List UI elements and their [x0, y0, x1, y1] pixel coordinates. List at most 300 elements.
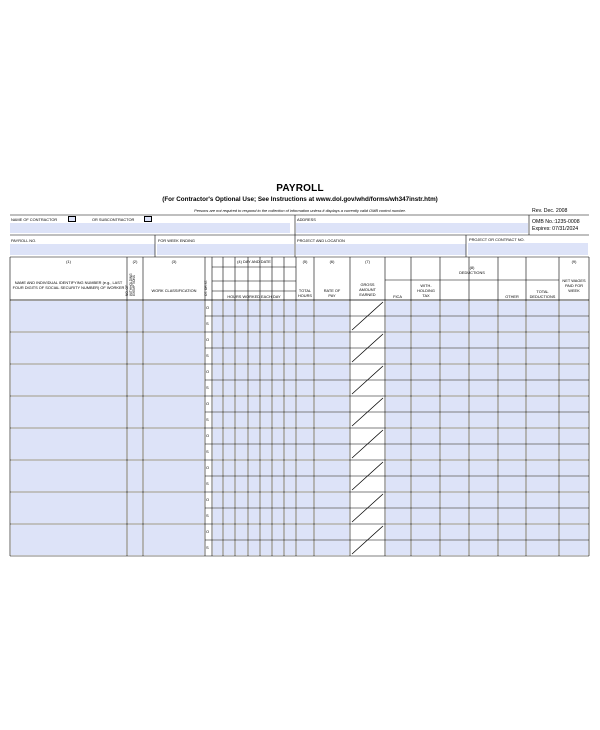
cell-field[interactable] [386, 509, 410, 524]
cell-field[interactable] [412, 493, 439, 508]
exemptions-field[interactable] [128, 365, 142, 395]
cell-field[interactable] [236, 525, 247, 540]
cell-field[interactable] [297, 397, 313, 412]
cell-field[interactable] [249, 445, 259, 460]
cell-field[interactable] [499, 541, 525, 556]
cell-field[interactable] [499, 509, 525, 524]
cell-field[interactable] [285, 333, 295, 348]
cell-field[interactable] [470, 301, 497, 316]
cell-field[interactable] [224, 365, 234, 380]
cell-field[interactable] [560, 381, 588, 396]
col1-label: NAME AND INDIVIDUAL IDENTIFYING NUMBER (e.g., LAST FOUR DIGITS OF SOCIAL SECURITY NUMBER) OF WORKER [12, 280, 125, 290]
cell-field[interactable] [224, 381, 234, 396]
form-subtitle: (For Contractor's Optional Use; See Instructions at www.dol.gov/whd/forms/wh347instr.htm) [162, 196, 438, 203]
cell-field[interactable] [386, 413, 410, 428]
worker-name-field[interactable] [11, 493, 126, 523]
cell-field[interactable] [273, 445, 283, 460]
cell-field[interactable] [236, 413, 247, 428]
cell-field[interactable] [236, 445, 247, 460]
work-classification-field[interactable] [144, 333, 204, 363]
straight-time-marker: S [206, 417, 209, 422]
cell-field[interactable] [224, 429, 234, 444]
cell-field[interactable] [315, 509, 349, 524]
cell-field[interactable] [297, 333, 313, 348]
cell-field[interactable] [499, 461, 525, 476]
cell-field[interactable] [273, 365, 283, 380]
cell-field[interactable] [386, 541, 410, 556]
cell-field[interactable] [315, 461, 349, 476]
cell-field[interactable] [249, 333, 259, 348]
cell-field[interactable] [560, 333, 588, 348]
cell-field[interactable] [236, 381, 247, 396]
cell-field[interactable] [249, 381, 259, 396]
cell-field[interactable] [470, 461, 497, 476]
cell-field[interactable] [560, 413, 588, 428]
cell-field[interactable] [441, 477, 468, 492]
cell-field[interactable] [386, 397, 410, 412]
cell-field[interactable] [285, 445, 295, 460]
cell-field[interactable] [386, 333, 410, 348]
cell-field[interactable] [273, 429, 283, 444]
cell-field[interactable] [273, 541, 283, 556]
cell-field[interactable] [224, 509, 234, 524]
cell-field[interactable] [261, 445, 271, 460]
cell-field[interactable] [441, 413, 468, 428]
cell-field[interactable] [527, 413, 558, 428]
overtime-marker: O [206, 465, 210, 470]
cell-field[interactable] [412, 429, 439, 444]
cell-field[interactable] [285, 381, 295, 396]
cell-field[interactable] [213, 349, 222, 364]
cell-field[interactable] [386, 301, 410, 316]
cell-field[interactable] [470, 493, 497, 508]
cell-field[interactable] [560, 461, 588, 476]
straight-time-marker: S [206, 385, 209, 390]
cell-field[interactable] [297, 413, 313, 428]
cell-field[interactable] [386, 349, 410, 364]
cell-field[interactable] [249, 413, 259, 428]
cell-field[interactable] [261, 365, 271, 380]
cell-field[interactable] [249, 509, 259, 524]
cell-field[interactable] [261, 317, 271, 332]
cell-field[interactable] [386, 429, 410, 444]
cell-field[interactable] [261, 381, 271, 396]
cell-field[interactable] [470, 381, 497, 396]
cell-field[interactable] [412, 317, 439, 332]
cell-field[interactable] [527, 493, 558, 508]
cell-field[interactable] [285, 509, 295, 524]
cell-field[interactable] [527, 525, 558, 540]
cell-field[interactable] [560, 493, 588, 508]
cell-field[interactable] [386, 493, 410, 508]
cell-field[interactable] [499, 301, 525, 316]
cell-field[interactable] [470, 509, 497, 524]
cell-field[interactable] [224, 445, 234, 460]
cell-field[interactable] [499, 477, 525, 492]
cell-field[interactable] [224, 525, 234, 540]
cell-field[interactable] [285, 493, 295, 508]
cell-field[interactable] [560, 365, 588, 380]
cell-field[interactable] [297, 317, 313, 332]
cell-field[interactable] [285, 349, 295, 364]
cell-field[interactable] [285, 429, 295, 444]
cell-field[interactable] [261, 493, 271, 508]
cell-field[interactable] [441, 445, 468, 460]
worker-name-field[interactable] [11, 429, 126, 459]
work-classification-field[interactable] [144, 461, 204, 491]
cell-field[interactable] [386, 317, 410, 332]
col5-label: TOTAL HOURS [297, 288, 313, 298]
cell-field[interactable] [441, 365, 468, 380]
work-classification-field[interactable] [144, 397, 204, 427]
cell-field[interactable] [412, 365, 439, 380]
cell-field[interactable] [224, 317, 234, 332]
cell-field[interactable] [412, 445, 439, 460]
cell-field[interactable] [236, 509, 247, 524]
cell-field[interactable] [499, 317, 525, 332]
cell-field[interactable] [236, 301, 247, 316]
col7-number: (7) [365, 259, 370, 264]
cell-field[interactable] [249, 397, 259, 412]
cell-field[interactable] [249, 525, 259, 540]
cell-field[interactable] [249, 477, 259, 492]
cell-field[interactable] [470, 525, 497, 540]
cell-field[interactable] [273, 493, 283, 508]
cell-field[interactable] [527, 333, 558, 348]
cell-field[interactable] [224, 301, 234, 316]
cell-field[interactable] [470, 317, 497, 332]
cell-field[interactable] [412, 381, 439, 396]
straight-time-marker: S [206, 353, 209, 358]
cell-field[interactable] [285, 477, 295, 492]
cell-field[interactable] [213, 477, 222, 492]
cell-field[interactable] [224, 461, 234, 476]
cell-field[interactable] [213, 413, 222, 428]
cell-field[interactable] [273, 397, 283, 412]
cell-field[interactable] [261, 525, 271, 540]
exemptions-field[interactable] [128, 461, 142, 491]
cell-field[interactable] [297, 525, 313, 540]
cell-field[interactable] [297, 301, 313, 316]
straight-time-marker: S [206, 545, 209, 550]
cell-field[interactable] [315, 477, 349, 492]
cell-field[interactable] [249, 349, 259, 364]
cell-field[interactable] [224, 541, 234, 556]
cell-field[interactable] [273, 477, 283, 492]
cell-field[interactable] [213, 429, 222, 444]
cell-field[interactable] [560, 525, 588, 540]
cell-field[interactable] [285, 365, 295, 380]
cell-field[interactable] [249, 365, 259, 380]
cell-field[interactable] [236, 461, 247, 476]
cell-field[interactable] [285, 413, 295, 428]
cell-field[interactable] [315, 349, 349, 364]
cell-field[interactable] [261, 349, 271, 364]
cell-field[interactable] [470, 477, 497, 492]
cell-field[interactable] [527, 317, 558, 332]
cell-field[interactable] [273, 413, 283, 428]
overtime-marker: O [206, 369, 210, 374]
cell-field[interactable] [441, 509, 468, 524]
cell-field[interactable] [527, 365, 558, 380]
cell-field[interactable] [412, 333, 439, 348]
cell-field[interactable] [213, 493, 222, 508]
cell-field[interactable] [441, 381, 468, 396]
cell-field[interactable] [315, 413, 349, 428]
cell-field[interactable] [441, 493, 468, 508]
cell-field[interactable] [470, 397, 497, 412]
cell-field[interactable] [213, 397, 222, 412]
cell-field[interactable] [527, 301, 558, 316]
cell-field[interactable] [470, 365, 497, 380]
work-classification-field[interactable] [144, 525, 204, 555]
cell-field[interactable] [499, 429, 525, 444]
cell-field[interactable] [412, 349, 439, 364]
cell-field[interactable] [499, 413, 525, 428]
exemptions-field[interactable] [128, 525, 142, 555]
work-classification-field[interactable] [144, 301, 204, 331]
cell-field[interactable] [297, 381, 313, 396]
cell-field[interactable] [213, 301, 222, 316]
cell-field[interactable] [499, 333, 525, 348]
exemptions-field[interactable] [128, 493, 142, 523]
col9-label: NET WAGES PAID FOR WEEK [562, 278, 586, 293]
cell-field[interactable] [236, 429, 247, 444]
cell-field[interactable] [560, 445, 588, 460]
cell-field[interactable] [213, 541, 222, 556]
cell-field[interactable] [470, 349, 497, 364]
cell-field[interactable] [527, 477, 558, 492]
cell-field[interactable] [249, 301, 259, 316]
cell-field[interactable] [261, 461, 271, 476]
cell-field[interactable] [441, 317, 468, 332]
cell-field[interactable] [386, 445, 410, 460]
cell-field[interactable] [499, 397, 525, 412]
cell-field[interactable] [315, 397, 349, 412]
cell-field[interactable] [441, 525, 468, 540]
cell-field[interactable] [560, 397, 588, 412]
cell-field[interactable] [236, 397, 247, 412]
cell-field[interactable] [412, 413, 439, 428]
cell-field[interactable] [273, 333, 283, 348]
cell-field[interactable] [527, 461, 558, 476]
cell-field[interactable] [470, 413, 497, 428]
cell-field[interactable] [273, 509, 283, 524]
worker-name-field[interactable] [11, 525, 126, 555]
cell-field[interactable] [412, 301, 439, 316]
cell-field[interactable] [386, 525, 410, 540]
cell-field[interactable] [297, 461, 313, 476]
cell-field[interactable] [213, 317, 222, 332]
exemptions-field[interactable] [128, 429, 142, 459]
cell-field[interactable] [273, 317, 283, 332]
cell-field[interactable] [412, 461, 439, 476]
cell-field[interactable] [412, 397, 439, 412]
cell-field[interactable] [386, 477, 410, 492]
cell-field[interactable] [499, 525, 525, 540]
cell-field[interactable] [249, 541, 259, 556]
cell-field[interactable] [285, 301, 295, 316]
cell-field[interactable] [224, 333, 234, 348]
cell-field[interactable] [297, 365, 313, 380]
cell-field[interactable] [560, 429, 588, 444]
cell-field[interactable] [297, 509, 313, 524]
cell-field[interactable] [236, 349, 247, 364]
cell-field[interactable] [236, 493, 247, 508]
cell-field[interactable] [236, 477, 247, 492]
cell-field[interactable] [261, 477, 271, 492]
revision-date: Rev. Dec. 2008 [532, 208, 568, 214]
cell-field[interactable] [560, 509, 588, 524]
cell-field[interactable] [285, 525, 295, 540]
work-classification-field[interactable] [144, 493, 204, 523]
cell-field[interactable] [273, 301, 283, 316]
cell-field[interactable] [261, 541, 271, 556]
cell-field[interactable] [527, 397, 558, 412]
cell-field[interactable] [386, 461, 410, 476]
cell-field[interactable] [261, 301, 271, 316]
cell-field[interactable] [315, 429, 349, 444]
exemptions-field[interactable] [128, 333, 142, 363]
cell-field[interactable] [315, 365, 349, 380]
worker-name-field[interactable] [11, 365, 126, 395]
col2-label: NO. OF WITHHOLDING EXEMPTIONS [125, 273, 137, 296]
cell-field[interactable] [213, 445, 222, 460]
cell-field[interactable] [224, 413, 234, 428]
cell-field[interactable] [386, 381, 410, 396]
cell-field[interactable] [315, 541, 349, 556]
cell-field[interactable] [499, 349, 525, 364]
cell-field[interactable] [470, 445, 497, 460]
cell-field[interactable] [213, 525, 222, 540]
cell-field[interactable] [249, 493, 259, 508]
cell-field[interactable] [527, 429, 558, 444]
col8-number: (8) [469, 265, 475, 270]
cell-field[interactable] [213, 381, 222, 396]
cell-field[interactable] [412, 477, 439, 492]
cell-field[interactable] [236, 333, 247, 348]
cell-field[interactable] [297, 541, 313, 556]
cell-field[interactable] [560, 301, 588, 316]
cell-field[interactable] [224, 493, 234, 508]
cell-field[interactable] [297, 429, 313, 444]
cell-field[interactable] [499, 381, 525, 396]
cell-field[interactable] [297, 493, 313, 508]
cell-field[interactable] [441, 301, 468, 316]
cell-field[interactable] [315, 317, 349, 332]
cell-field[interactable] [224, 397, 234, 412]
cell-field[interactable] [261, 333, 271, 348]
cell-field[interactable] [315, 333, 349, 348]
cell-field[interactable] [315, 381, 349, 396]
work-classification-field[interactable] [144, 365, 204, 395]
cell-field[interactable] [470, 429, 497, 444]
cell-field[interactable] [412, 541, 439, 556]
cell-field[interactable] [527, 541, 558, 556]
cell-field[interactable] [285, 317, 295, 332]
cell-field[interactable] [285, 541, 295, 556]
cell-field[interactable] [499, 365, 525, 380]
cell-field[interactable] [499, 445, 525, 460]
cell-field[interactable] [249, 461, 259, 476]
cell-field[interactable] [315, 493, 349, 508]
cell-field[interactable] [560, 541, 588, 556]
cell-field[interactable] [273, 525, 283, 540]
cell-field[interactable] [441, 541, 468, 556]
cell-field[interactable] [560, 317, 588, 332]
cell-field[interactable] [412, 525, 439, 540]
project-location-label: PROJECT AND LOCATION [297, 238, 345, 243]
cell-field[interactable] [213, 461, 222, 476]
cell-field[interactable] [441, 333, 468, 348]
cell-field[interactable] [249, 429, 259, 444]
cell-field[interactable] [213, 333, 222, 348]
other-label: OTHER [505, 294, 519, 299]
cell-field[interactable] [315, 301, 349, 316]
cell-field[interactable] [285, 397, 295, 412]
col2-number: (2) [132, 259, 138, 264]
cell-field[interactable] [249, 317, 259, 332]
cell-field[interactable] [441, 349, 468, 364]
cell-field[interactable] [560, 349, 588, 364]
overtime-marker: O [206, 305, 210, 310]
cell-field[interactable] [213, 365, 222, 380]
cell-field[interactable] [273, 349, 283, 364]
worker-name-field[interactable] [11, 333, 126, 363]
cell-field[interactable] [236, 317, 247, 332]
cell-field[interactable] [261, 429, 271, 444]
cell-field[interactable] [499, 493, 525, 508]
cell-field[interactable] [236, 365, 247, 380]
exemptions-field[interactable] [128, 301, 142, 331]
cell-field[interactable] [224, 477, 234, 492]
cell-field[interactable] [261, 397, 271, 412]
cell-field[interactable] [470, 541, 497, 556]
cell-field[interactable] [285, 461, 295, 476]
worker-name-field[interactable] [11, 461, 126, 491]
cell-field[interactable] [236, 541, 247, 556]
cell-field[interactable] [297, 445, 313, 460]
worker-name-field[interactable] [11, 301, 126, 331]
cell-field[interactable] [273, 381, 283, 396]
cell-field[interactable] [441, 397, 468, 412]
cell-field[interactable] [297, 477, 313, 492]
cell-field[interactable] [470, 333, 497, 348]
worker-name-field[interactable] [11, 397, 126, 427]
cell-field[interactable] [412, 509, 439, 524]
cell-field[interactable] [441, 429, 468, 444]
cell-field[interactable] [273, 461, 283, 476]
col9-number: (9) [571, 259, 577, 264]
cell-field[interactable] [527, 349, 558, 364]
cell-field[interactable] [560, 477, 588, 492]
cell-field[interactable] [527, 509, 558, 524]
cell-field[interactable] [224, 349, 234, 364]
cell-field[interactable] [315, 445, 349, 460]
cell-field[interactable] [386, 365, 410, 380]
cell-field[interactable] [527, 381, 558, 396]
cell-field[interactable] [261, 509, 271, 524]
cell-field[interactable] [213, 509, 222, 524]
cell-field[interactable] [315, 525, 349, 540]
cell-field[interactable] [441, 461, 468, 476]
exemptions-field[interactable] [128, 397, 142, 427]
cell-field[interactable] [297, 349, 313, 364]
cell-field[interactable] [261, 413, 271, 428]
cell-field[interactable] [527, 445, 558, 460]
work-classification-field[interactable] [144, 429, 204, 459]
omb-number: OMB No.:1235-0008 [532, 219, 580, 225]
